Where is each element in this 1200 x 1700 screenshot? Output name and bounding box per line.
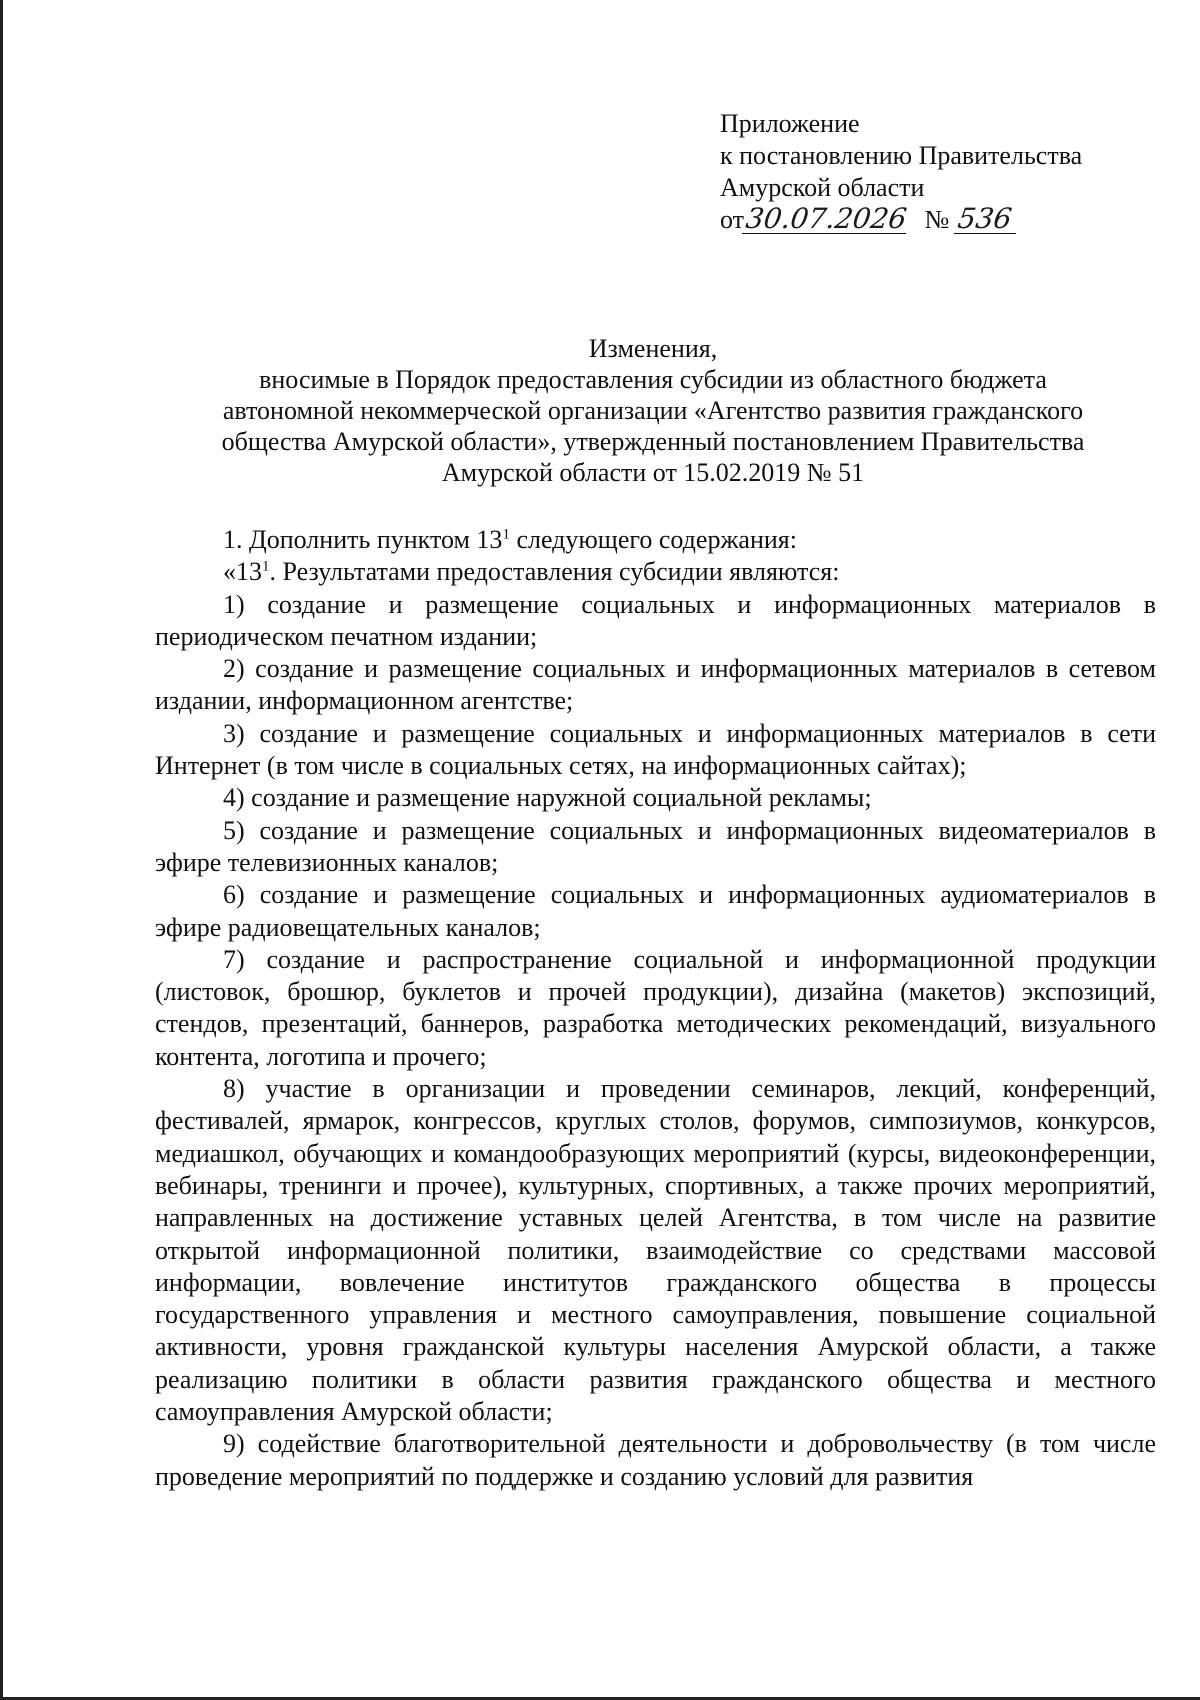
- document-body: [155, 524, 1156, 1493]
- title-line-3: автономной некоммерческой организации «Агентство развития гражданского: [222, 396, 1084, 425]
- p2-text-after: . Результатами предоставления субсидии являются:: [269, 557, 840, 587]
- document-title: [150, 333, 1156, 488]
- handwritten-date: 30.07.2026: [743, 202, 909, 235]
- p2-superscript: 1: [262, 558, 270, 575]
- list-item: 9) содействие благотворительной деятельности и добровольчеству (в том числе проведение мероприятий по поддержке и созданию условий для развития: [155, 1429, 1156, 1491]
- p2-text-before: «13: [223, 557, 262, 587]
- p1-superscript: 1: [502, 526, 510, 543]
- p1-text-after: следующего содержания:: [509, 525, 797, 554]
- title-line-1: Изменения,: [588, 334, 718, 363]
- list-item: 7) создание и распространение социальной и информационной продукции (листовок, брошюр, буклетов и прочей продукции), дизайна (макетов) экспозиций, стендов, презентаций, баннеров, разработка методических рекомендаций, визуального контента, логотипа и прочего;: [155, 944, 1156, 1071]
- list-item: 8) участие в организации и проведении семинаров, лекций, конференций, фестивалей, ярмарок, конгрессов, круглых столов, форумов, симпозиумов, конкурсов, медиашкол, обучающих и командообразующих мероприятий (курсы, видеоконференции, вебинары, тренинги и прочее), культурных, спортивных, а также прочих мероприятий, направленных на достижение уставных целей Агентства, в том числе на развитие открытой информационной политики, взаимодействие со средствами массовой информации, вовлечение институтов гражданского общества в процессы государственного управления и местного самоуправления, повышение социальной активности, уровня гражданской культуры населения Амурской области, а также реализацию политики в области развития гражданского общества и местного самоуправления Амурской области;: [155, 1074, 1156, 1427]
- list-item: 3) создание и размещение социальных и информационных материалов в сети Интернет (в том числе в социальных сетях, на информационных сайтах);: [155, 718, 1156, 781]
- number-prefix: №: [924, 205, 950, 234]
- appendix-resolution: к постановлению Правительства: [720, 141, 1083, 170]
- paragraph-1: [155, 524, 1156, 556]
- appendix-block: [720, 108, 1160, 236]
- appendix-label: Приложение: [720, 109, 860, 138]
- scan-edge-left: [0, 0, 3, 1700]
- paragraph-2: [155, 556, 1156, 588]
- date-prefix: от: [720, 205, 745, 234]
- list-item: 1) создание и размещение социальных и информационных материалов в периодическом печатном издании;: [155, 589, 1156, 651]
- list-item: 2) создание и размещение социальных и информационных материалов в сетевом издании, информационном агентстве;: [155, 654, 1156, 716]
- p1-text-before: 1. Дополнить пунктом 13: [223, 525, 503, 554]
- appendix-date-number: [720, 204, 1160, 236]
- title-line-2: вносимые в Порядок предоставления субсидии из областного бюджета: [259, 365, 1047, 394]
- title-line-5: Амурской области от 15.02.2019 № 51: [441, 458, 865, 487]
- handwritten-number: 536: [954, 205, 1020, 234]
- title-line-4: общества Амурской области», утвержденный постановлением Правительства: [221, 427, 1085, 456]
- appendix-region: Амурской области: [720, 173, 925, 202]
- list-item: 6) создание и размещение социальных и информационных аудиоматериалов в эфире радиовещательных каналов;: [155, 880, 1156, 942]
- list-item: 4) создание и размещение наружной социальной рекламы;: [223, 783, 872, 813]
- list-item: 5) создание и размещение социальных и информационных видеоматериалов в эфире телевизионных каналов;: [155, 815, 1156, 877]
